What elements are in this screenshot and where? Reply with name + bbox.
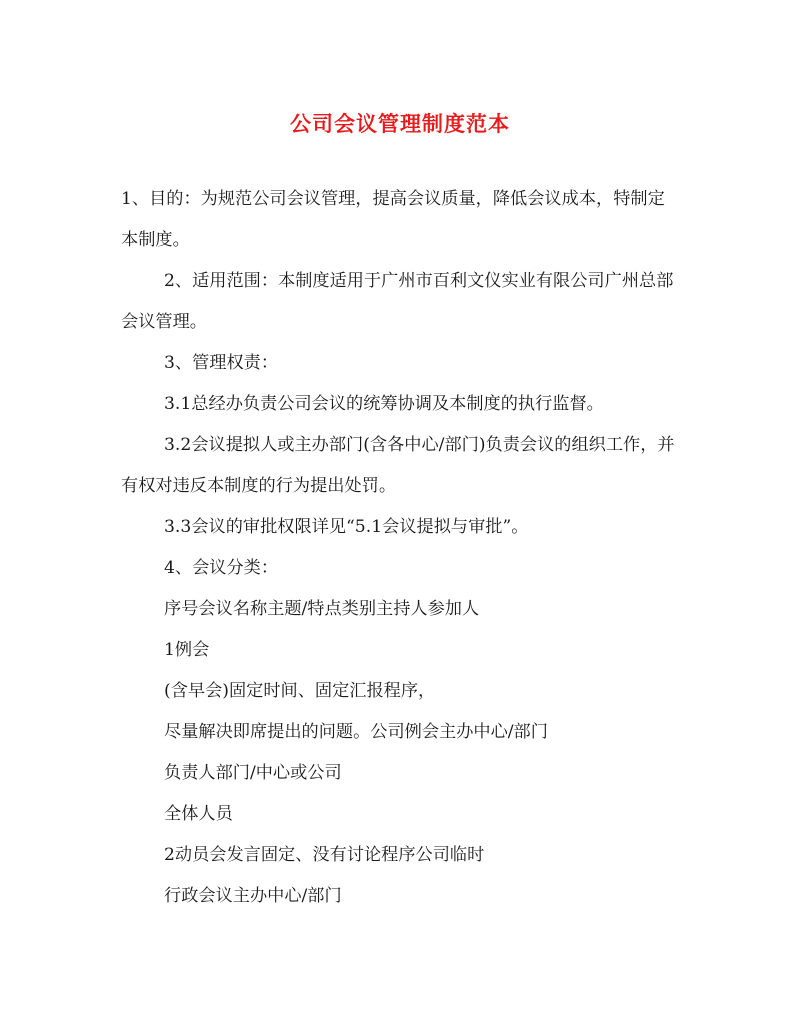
- paragraph-responsibility-3-1: 3.1总经办负责公司会议的统筹协调及本制度的执行监督。: [164, 394, 604, 414]
- paragraph-responsibility-3-2: 3.2会议提拟人或主办部门(含各中心/部门)负责会议的组织工作，并有权对违反本制度的行为提出处罚。: [121, 435, 675, 496]
- paragraph-item-1-detail-d: 全体人员: [164, 804, 233, 824]
- paragraph-item-2: 2动员会发言固定、没有讨论程序公司临时: [164, 845, 485, 865]
- paragraph-item-1-detail-b: 尽量解决即席提出的问题。公司例会主办中心/部门: [164, 722, 548, 742]
- paragraph-purpose: 1、目的：为规范公司会议管理，提高会议质量，降低会议成本，特制定本制度。: [121, 189, 665, 250]
- paragraph-classification-heading: 4、会议分类：: [164, 558, 279, 578]
- paragraph-scope: 2、适用范围：本制度适用于广州市百利文仪实业有限公司广州总部会议管理。: [121, 271, 674, 332]
- paragraph-item-1: 1例会: [164, 640, 210, 660]
- document-body: [121, 179, 681, 917]
- paragraph-item-1-detail-c: 负责人部门/中心或公司: [164, 763, 342, 783]
- paragraph-item-1-detail-a: (含早会)固定时间、固定汇报程序，: [164, 681, 436, 701]
- paragraph-responsibility-heading: 3、管理权责：: [164, 353, 279, 373]
- paragraph-responsibility-3-3: 3.3会议的审批权限详见“5.1会议提拟与审批”。: [164, 517, 529, 537]
- paragraph-item-2-detail: 行政会议主办中心/部门: [164, 886, 342, 906]
- paragraph-table-header: 序号会议名称主题/特点类别主持人参加人: [164, 599, 480, 619]
- document-title: 公司会议管理制度范本: [290, 111, 510, 136]
